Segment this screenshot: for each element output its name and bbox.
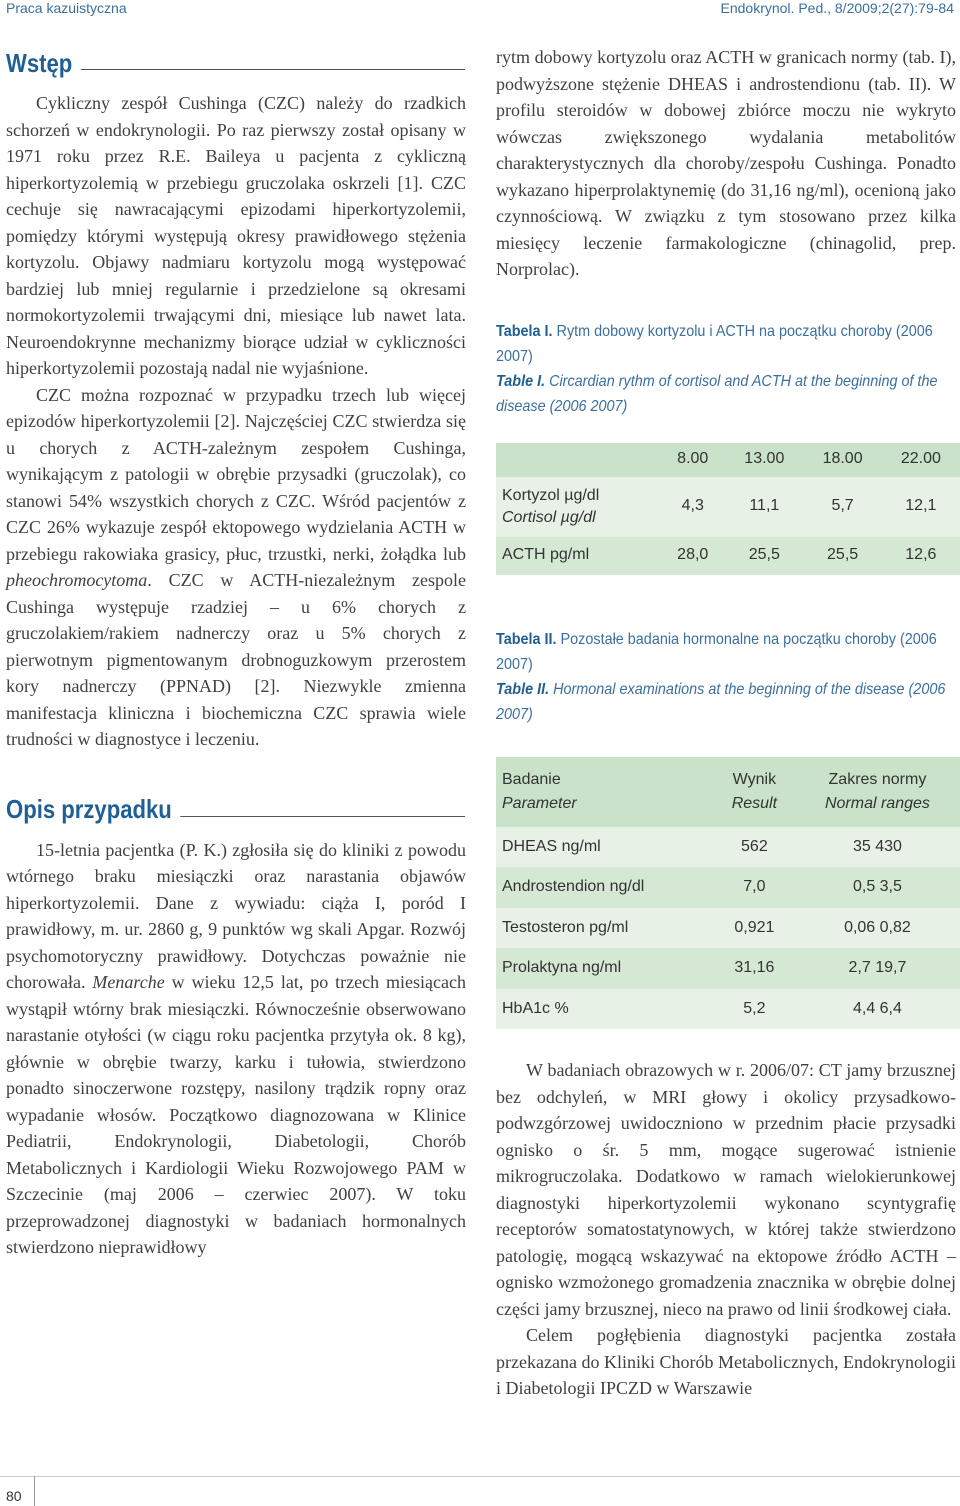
table-2: [496, 757, 960, 1030]
running-header: [0, 0, 960, 18]
header-journal-citation: Endokrynol. Ped., 8/2009;2(27):79-84: [720, 0, 954, 16]
table-row: Prolaktyna ng/ml 31,16 2,7 19,7: [496, 948, 960, 989]
table-2-caption: Tabela II. Pozostałe badania hormonalne na początku choroby (2006 2007) Table II. Hormonal examinations at the beginning of the disease (2006 2007): [496, 630, 946, 723]
right-column: [496, 44, 956, 1402]
table-1-caption: Tabela I. Rytm dobowy kortyzolu i ACTH na początku choroby (2006 2007) Table I. Circardian rythm of cortisol and ACTH at the beginning of the disease (2006 2007): [496, 322, 938, 415]
table-row: Kortyzol µg/dl Cortisol µg/dl 4,3 11,1 5,7 12,1: [496, 477, 960, 537]
table-row: HbA1c % 5,2 4,4 6,4: [496, 989, 960, 1030]
page-number: 80: [6, 1488, 22, 1504]
table-1: [496, 443, 960, 575]
paragraph: W badaniach obrazowych w r. 2006/07: CT jamy brzusznej bez odchyleń, w MRI głowy i okolicy przysadkowo-podwzgórzowej uwidoczniono w przednim płacie przysadki ognisko o śr. 5 mm, mogące sugerować istnienie mikrogruczolaka. Dodatkowo w ramach wielokierunkowej diagnostyki hiperkortyzolemii wykonano scyntygrafię receptorów somatostatynowych, w której także stwierdzono patologię, mogącą wskazywać na ektopowe źródło ACTH – ognisko wzmożonego gromadzenia znacznika w obrębie dolnej części jamy brzusznej, nieco na prawo od linii środkowej ciała.: [496, 1060, 956, 1319]
table-row: ACTH pg/ml 28,0 25,5 25,5 12,6: [496, 537, 960, 575]
table-header-row: Badanie Parameter Wynik Result Zakres normy Normal ranges: [496, 757, 960, 827]
table-row: Testosteron pg/ml 0,921 0,06 0,82: [496, 908, 960, 949]
paragraph: 15-letnia pacjentka (P. K.) zgłosiła się do kliniki z powodu wtórnego braku miesiączki oraz narastania objawów hiperkortyzolemii. Dane z wywiadu: ciąża I, poród I prawidłowy, m. ur. 2860 g, 9 punktów wg skali Apgar. Rozwój psychomotoryczny prawidłowy. Dotychczas poważnie nie chorowała. Menarche w wieku 12,5 lat, po trzech miesiącach wystąpił wtórny brak miesiączki. Równocześnie obserwowano narastanie otyłości (w ciągu roku pacjentka przytyła ok. 8 kg), głównie w obrębie twarzy, karku i tułowia, stwierdzono ponadto sinoczerwone rozstępy, nasilony trądzik ropny oraz wypadanie włosów. Początkowo diagnozowana w Klinice Pediatrii, Endokrynologii, Diabetologii, Chorób Metabolicznych i Kardiologii Wieku Rozwojowego PAM w Szczecinie (maj 2006 – czerwiec 2007). W toku przeprowadzonej diagnostyki w badaniach hormonalnych stwierdzono nieprawidłowy: [6, 839, 466, 1257]
paragraph: rytm dobowy kortyzolu oraz ACTH w granicach normy (tab. I), podwyższone stężenie DHEAS i androstendionu (tab. II). W profilu steroidów w dobowej zbiórce moczu nie wykryto wówczas zwiększonego wydalania metabolitów charakterystycznych dla choroby/zespołu Cushinga. Ponadto wykazano hiperprolaktynemię (do 31,16 ng/ml), ocenioną jako czynnościową. W związku z tym stosowano przez kilka miesięcy leczenie farmakologiczne (chinagolid, prep. Norprolac).: [496, 47, 956, 279]
paragraph: CZC można rozpoznać w przypadku trzech lub więcej epizodów hiperkortyzolemii [2]. Najczęściej CZC stwierdza się u chorych z ACTH-zależnym zespołem Cushinga, wynikającym z patologii w obrębie przysadki (gruczolak), co stanowi 54% wszystkich chorych z CZC. Wśród pacjentów z CZC 26% wykazuje zespół ektopowego wydzielania ACTH w przebiegu rakowiaka grasicy, płuc, trzustki, nerki, żołądka lub pheochromocytoma. CZC w ACTH-niezależnym zespole Cushinga występuje rzadziej – u 6% chorych z gruczolakiem/rakiem nadnerczy oraz u 5% chorych z pierwotnym pigmentowanym drobnoguzkowym przerostem kory nadnerczy (PPNAD) [2]. Niezwykle zmienna manifestacja kliniczna i biochemiczna CZC sprawia wiele trudności w diagnostyce i leczeniu.: [6, 384, 466, 749]
left-column: [6, 40, 466, 1261]
section-heading-opis-przypadku: Opis przypadku: [6, 787, 465, 823]
section-heading-wstep: Wstęp: [6, 40, 465, 76]
table-header-row: 8.00 13.00 18.00 22.00: [496, 443, 960, 477]
footer-rule: [0, 1476, 960, 1477]
table-row: Androstendion ng/dl 7,0 0,5 3,5: [496, 867, 960, 908]
paragraph: Celem pogłębienia diagnostyki pacjentka została przekazana do Kliniki Chorób Metabolicznych, Endokrynologii i Diabetologii IPCZD w Warszawie: [496, 1325, 956, 1398]
header-section-label: Praca kazuistyczna: [6, 0, 127, 16]
table-row: DHEAS ng/ml 562 35 430: [496, 827, 960, 868]
paragraph: Cykliczny zespół Cushinga (CZC) należy do rzadkich schorzeń w endokrynologii. Po raz pierwszy został opisany w 1971 roku przez R.E. Baileya u pacjenta z cykliczną hiperkortyzolemią w przebiegu gruczolaka oskrzeli [1]. CZC cechuje się nawracającymi epizodami hiperkortyzolemii, pomiędzy którymi występują okresy prawidłowego stężenia kortyzolu. Objawy nadmiaru kortyzolu mogą występować bardziej lub mniej regularnie i przedzielone są okresami normokortyzolemii trwającymi dni, miesiące lub nawet lata. Neuroendokrynne mechanizmy biorące udział w cykliczności hiperkortyzolemii pozostają nadal nie wyjaśnione.: [6, 93, 466, 378]
